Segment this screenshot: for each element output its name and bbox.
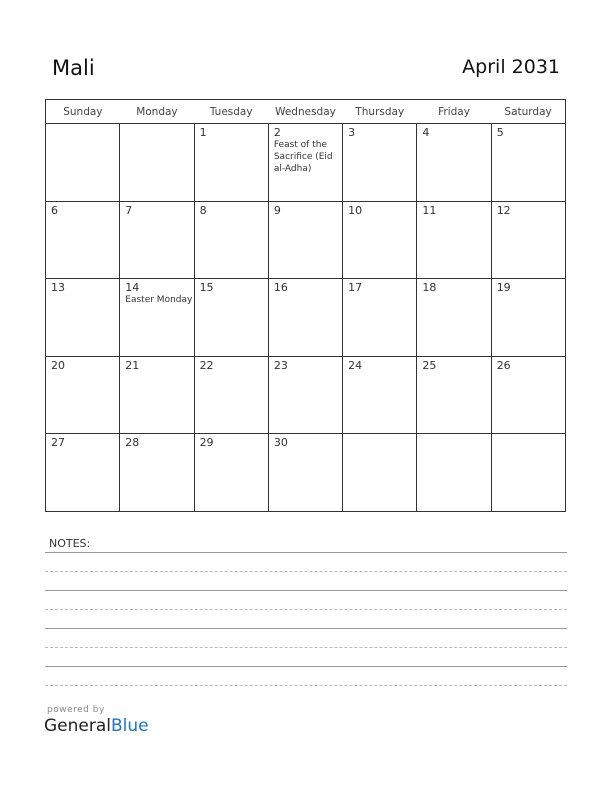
calendar-day-cell [120, 201, 194, 279]
calendar-day-cell [194, 434, 268, 512]
weekday-sunday: Sunday [46, 100, 120, 124]
calendar-day-cell [343, 434, 417, 512]
brand-blue: Blue [111, 716, 149, 736]
day-number: 16 [273, 281, 288, 294]
calendar-day-cell [343, 356, 417, 434]
day-number: 13 [51, 281, 65, 294]
calendar-day-cell [491, 201, 565, 279]
day-number: 6 [51, 203, 58, 217]
calendar-day-cell [46, 279, 120, 357]
notes-line [45, 666, 567, 667]
calendar-day-cell [120, 124, 194, 202]
day-number: 4 [422, 126, 430, 139]
notes-line [45, 685, 567, 686]
calendar-day-cell [194, 124, 268, 202]
notes-line [45, 552, 567, 553]
calendar-day-cell [46, 201, 120, 279]
calendar-day-cell [268, 201, 342, 279]
day-number: 3 [348, 126, 356, 139]
day-number: 27 [51, 436, 65, 449]
day-number: 5 [496, 126, 504, 139]
day-number: 10 [348, 203, 363, 217]
calendar-week-row [46, 434, 566, 512]
weekday-header-row [46, 100, 566, 124]
notes-line [45, 609, 567, 610]
day-number: 30 [273, 436, 288, 449]
calendar-day-cell [120, 434, 194, 512]
weekday-friday: Friday [417, 100, 491, 124]
day-number: 11 [422, 203, 437, 217]
calendar-day-cell [268, 124, 342, 202]
day-number: 9 [273, 203, 281, 217]
calendar-day-cell [417, 279, 491, 357]
notes-line [45, 647, 567, 648]
calendar-day-cell [417, 201, 491, 279]
calendar-day-cell [343, 279, 417, 357]
day-number: 19 [496, 281, 511, 294]
calendar-day-cell [194, 279, 268, 357]
calendar-day-cell [194, 356, 268, 434]
calendar-week-row [46, 356, 566, 434]
day-number: 28 [125, 436, 140, 449]
day-number: 1 [199, 126, 207, 139]
day-number: 22 [199, 358, 214, 372]
notes-label: NOTES: [49, 537, 91, 550]
calendar-day-cell [417, 356, 491, 434]
day-number: 15 [199, 281, 214, 294]
calendar-day-cell [491, 124, 565, 202]
calendar-week-row [46, 124, 566, 202]
calendar-day-cell [417, 434, 491, 512]
calendar-week-row [46, 279, 566, 357]
calendar-day-cell [46, 124, 120, 202]
day-number: 2 [273, 126, 281, 139]
calendar-day-cell [268, 356, 342, 434]
brand-logo [44, 716, 149, 736]
powered-by-text: powered by [47, 705, 105, 715]
calendar-grid [45, 99, 566, 512]
calendar-day-cell [268, 279, 342, 357]
calendar-day-cell [194, 201, 268, 279]
notes-line [45, 571, 567, 572]
month-title: April 2031 [462, 56, 560, 78]
calendar-day-cell [46, 356, 120, 434]
notes-line [45, 628, 567, 629]
weekday-monday: Monday [120, 100, 194, 124]
day-number: 8 [199, 203, 207, 217]
day-number: 29 [199, 436, 214, 449]
day-number: 25 [422, 358, 437, 372]
calendar-week-row [46, 201, 566, 279]
calendar-day-cell [46, 434, 120, 512]
day-number: 23 [273, 358, 288, 372]
day-number: 7 [125, 203, 133, 217]
day-number: 18 [422, 281, 437, 294]
day-number: 12 [496, 203, 511, 217]
brand-general: General [44, 716, 111, 736]
day-number: 24 [348, 358, 363, 372]
weekday-saturday: Saturday [491, 100, 565, 124]
country-title: Mali [52, 56, 95, 80]
calendar-day-cell [268, 434, 342, 512]
calendar-day-cell [120, 356, 194, 434]
day-number: 21 [125, 358, 140, 372]
day-number: 17 [348, 281, 363, 294]
notes-line [45, 590, 567, 591]
weekday-thursday: Thursday [343, 100, 417, 124]
weekday-tuesday: Tuesday [194, 100, 268, 124]
calendar-day-cell [491, 279, 565, 357]
calendar-day-cell [491, 434, 565, 512]
holiday-label: Easter Monday [125, 295, 193, 305]
weekday-wednesday: Wednesday [268, 100, 342, 124]
day-number: 14 [125, 281, 140, 294]
calendar-day-cell [343, 124, 417, 202]
day-number: 20 [51, 358, 65, 372]
calendar-day-cell [120, 279, 194, 357]
holiday-label: Feast of the Sacrifice (Eid al-Adha) [273, 140, 333, 174]
day-number: 26 [496, 358, 511, 372]
calendar-day-cell [343, 201, 417, 279]
calendar-day-cell [417, 124, 491, 202]
calendar-day-cell [491, 356, 565, 434]
